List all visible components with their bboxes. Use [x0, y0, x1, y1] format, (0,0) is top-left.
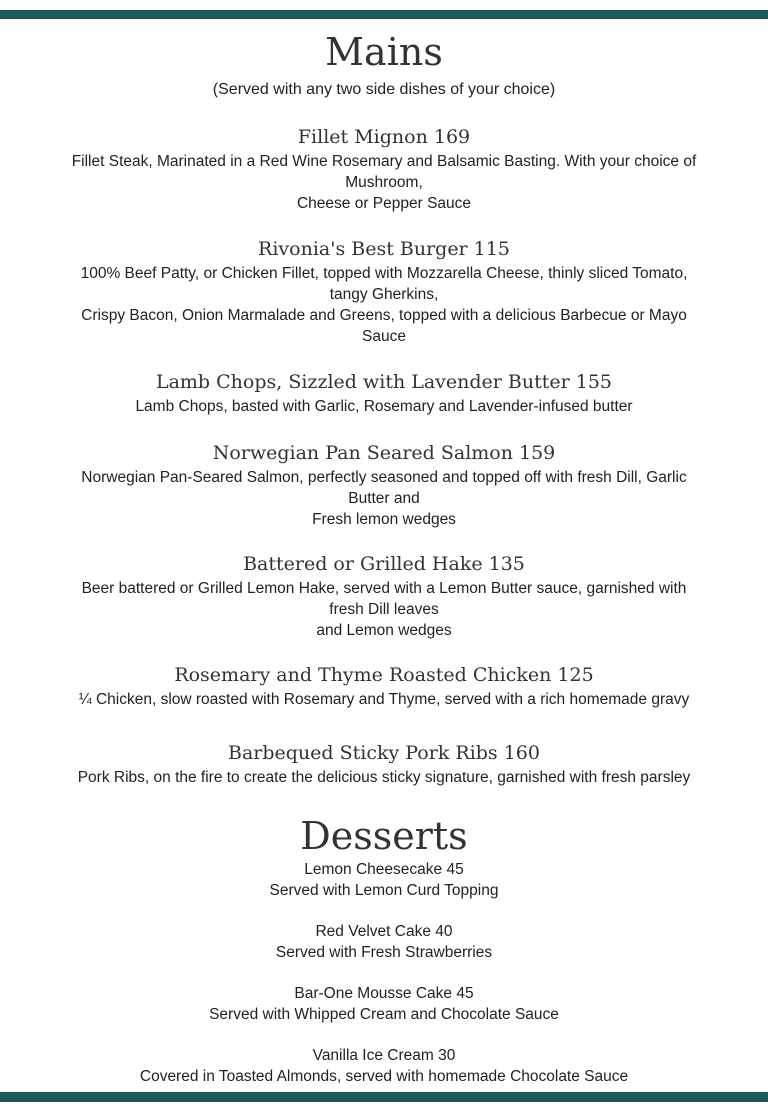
menu-item: [30, 921, 738, 963]
dessert-name: Bar-One Mousse Cake 45: [294, 985, 474, 1002]
dish-description: Butter and: [348, 490, 420, 507]
menu-item: [30, 741, 738, 788]
dish-description: Sauce: [362, 328, 406, 345]
menu-item: [30, 441, 738, 530]
dish-description: and Lemon wedges: [316, 622, 452, 639]
menu-item: [30, 663, 738, 710]
menu-item: [30, 983, 738, 1025]
menu-item: [30, 552, 738, 641]
dish-description: Beer battered or Grilled Lemon Hake, served with a Lemon Butter sauce, garnished with: [81, 580, 687, 597]
dessert-name: Lemon Cheesecake 45: [304, 861, 464, 878]
menu-item: [30, 1045, 738, 1087]
dessert-description: Served with Lemon Curd Topping: [269, 882, 499, 899]
dessert-name: Vanilla Ice Cream 30: [312, 1047, 456, 1064]
dish-description: Crispy Bacon, Onion Marmalade and Greens, topped with a delicious Barbecue or Mayo: [81, 307, 687, 324]
dish-description: Fillet Steak, Marinated in a Red Wine Rosemary and Balsamic Basting. With your choice of: [71, 153, 697, 170]
dish-description: Lamb Chops, basted with Garlic, Rosemary and Lavender-infused butter: [135, 398, 633, 415]
dish-name: Rivonia's Best Burger 115: [258, 238, 510, 260]
dish-name: Fillet Mignon 169: [297, 126, 471, 148]
menu-item: [30, 125, 738, 214]
desserts-title: Desserts: [300, 814, 468, 858]
dish-description: ¼ Chicken, slow roasted with Rosemary and Thyme, served with a rich homemade gravy: [78, 691, 690, 708]
dish-description: Cheese or Pepper Sauce: [296, 195, 472, 212]
dish-description: Fresh lemon wedges: [312, 511, 456, 528]
bottom-accent-bar: [0, 1092, 768, 1102]
dessert-name: Red Velvet Cake 40: [315, 923, 453, 940]
dish-description: Mushroom,: [345, 174, 423, 191]
dish-name: Rosemary and Thyme Roasted Chicken 125: [174, 664, 594, 686]
dish-name: Barbequed Sticky Pork Ribs 160: [228, 742, 540, 764]
dessert-description: Served with Fresh Strawberries: [275, 944, 493, 961]
dessert-description: Covered in Toasted Almonds, served with homemade Chocolate Sauce: [139, 1068, 629, 1085]
dish-description: Pork Ribs, on the fire to create the delicious sticky signature, garnished with fresh parsley: [77, 769, 691, 786]
dish-description: 100% Beef Patty, or Chicken Fillet, topped with Mozzarella Cheese, thinly sliced Tomato,: [80, 265, 688, 282]
dish-name: Norwegian Pan Seared Salmon 159: [212, 442, 556, 464]
dish-name: Lamb Chops, Sizzled with Lavender Butter 155: [155, 371, 613, 393]
dessert-description: Served with Whipped Cream and Chocolate Sauce: [209, 1006, 559, 1023]
dish-description: tangy Gherkins,: [329, 286, 439, 303]
dish-description: fresh Dill leaves: [329, 601, 439, 618]
mains-subtitle: (Served with any two side dishes of your choice): [212, 81, 556, 98]
dish-name: Battered or Grilled Hake 135: [243, 553, 525, 575]
dish-description: Norwegian Pan-Seared Salmon, perfectly seasoned and topped off with fresh Dill, Garlic: [81, 469, 687, 486]
menu-item: [30, 237, 738, 347]
menu-item: [30, 370, 738, 417]
menu-item: [30, 859, 738, 901]
mains-title: Mains: [325, 30, 443, 74]
top-accent-bar: [0, 10, 768, 19]
